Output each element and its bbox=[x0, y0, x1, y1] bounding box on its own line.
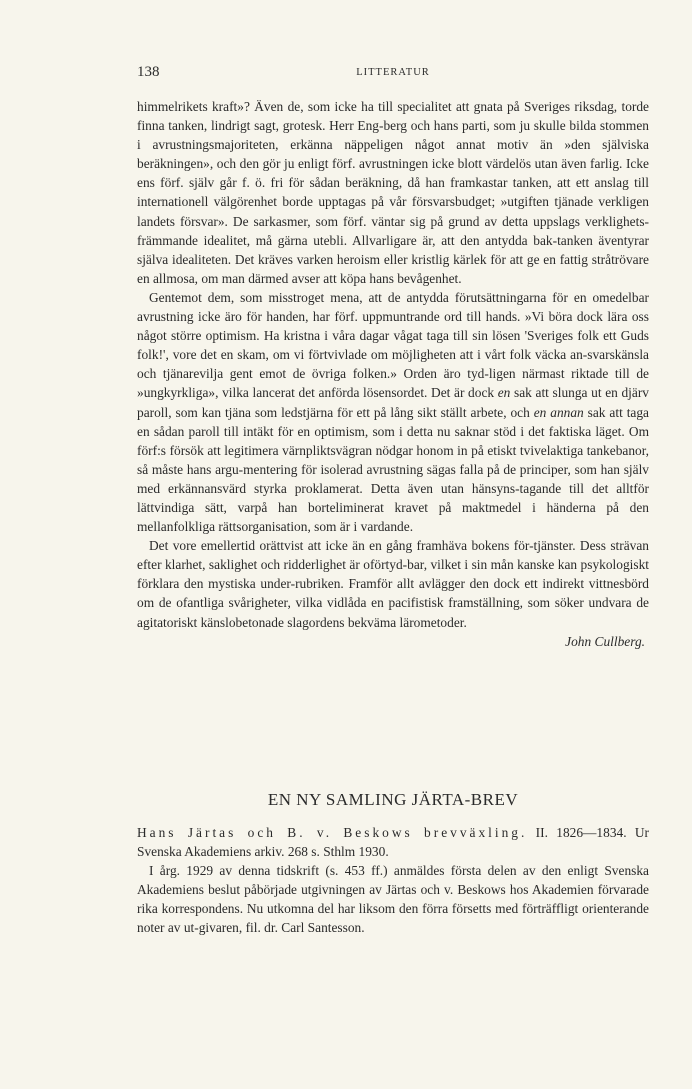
section-title: EN NY SAMLING JÄRTA-BREV bbox=[267, 790, 519, 809]
paragraph-text: sak att taga en sådan paroll till intäkt för en optimism, som i detta nu saknar stöd i det faktiska läget. Om förf:s försök att legitimera värnpliktsvägran nödgar honom in på etiskt tvivelaktiga tankebanor, så måste hans argu-mentering för isolerad avrustning sägas falla på de principer, som han själv med erkännansvärd styrka proklamerat. Detta även utan hänsyns-tagande till det alltför lättvindiga sätt, varpå han borteliminerat kravet på maktmedel i händerna på den mellanfolkliga rättsorganisation, som är i vardande. bbox=[137, 404, 649, 535]
emphasis: en bbox=[497, 385, 511, 401]
paragraph-text: Gentemot dem, som misstroget mena, att de antydda förutsättningarna för en omedelbar avrustning icke äro för handen, har förf. uppmuntrande ord till hands. »Vi böra dock lära oss något större optimism. Ha kristna i våra dagar vågat taga till sin lösen 'Sveriges folk ett Guds folk!', vore det en skam, om vi förtvivlade om möjligheten att i vårt folk väcka an-svarskänsla och tjänarevilja gent emot de övriga folken.» Orden äro tyd-ligen närmast riktade till de »ungkyrkliga», vilka lancerat det anförda lösensordet. Det är dock bbox=[137, 289, 649, 401]
article-body bbox=[137, 97, 649, 651]
paragraph-text: sak att slunga ut en djärv paroll, som kan tjäna som ledstjärna för ett på lång sikt ställt arbete, och bbox=[137, 385, 649, 420]
running-head: LITTERATUR bbox=[356, 67, 430, 78]
reference-details: II. 1826—1834. Ur Svenska Akademiens arkiv. 268 s. Sthlm 1930. bbox=[137, 825, 649, 860]
paragraph: himmelrikets kraft»? Även de, som icke ha till specialitet att gnata på Sveriges riksdag, torde finna tanken, lindrigt sagt, grotesk. Herr Eng-berg och hans parti, som ju skulle bilda stommen i avrustningsmajoriteten, erkänna näppeligen något annat motiv än »den själviska beräkningen», och den gör ju enligt förf. avrustningen icke blott värdelös utan även farlig. Icke ens förf. själv går f. ö. fri för sådan beräkning, då han framkastar tanken, att ett anslag till internationell välgörenhet borde upptagas på vår försvarsbudget; »utgiften tjänade verkligen landets försvar». De sarkasmer, som förf. väntar sig på grund av detta uppslags verklighets-främmande idealitet, må gärna utebli. Allvarligare är, att den antydda bak-tanken äventyrar själva idealiteten. Det kräves varken heroism eller kristlig kärlek för att ge en fattig stråtrövare en allmosa, om man därmed avser att köpa hans bevågenhet. bbox=[137, 99, 649, 286]
paragraph bbox=[137, 288, 649, 536]
page-number: 138 bbox=[137, 64, 160, 80]
review-body bbox=[137, 823, 649, 938]
emphasis: en annan bbox=[533, 404, 584, 420]
page-header bbox=[137, 64, 649, 84]
reference-title: Hans Järtas och B. v. Beskows brevväxling. bbox=[137, 825, 528, 840]
paragraph: Det vore emellertid orättvist att icke än en gång framhäva bokens för-tjänster. Dess strävan efter klarhet, saklighet och ridderlighet är oförtyd-bar, vilket i sin mån kanske kan psykologiskt förklara den mystiska under-rubriken. Framför allt avlägger den dock ett indirekt vittnesbörd om de ofantliga svårigheter, vilka vidlåda en pacifistisk framställning, som söker undvara de agitatoriskt känslobetonade slagordens bekväma lärometoder. bbox=[137, 538, 649, 630]
paragraph: I årg. 1929 av denna tidskrift (s. 453 ff.) anmäldes första delen av den enligt Svenska Akademiens beslut påbörjade utgivningen av Järtas och v. Beskows hos Akademien förvarade rika korrespondens. Nu utkomna del har liksom den förra försetts med förträffligt orienterande noter av ut-givaren, fil. dr. Carl Santesson. bbox=[137, 863, 649, 936]
author-signature: John Cullberg. bbox=[565, 633, 645, 649]
bibliographic-reference bbox=[137, 823, 649, 861]
